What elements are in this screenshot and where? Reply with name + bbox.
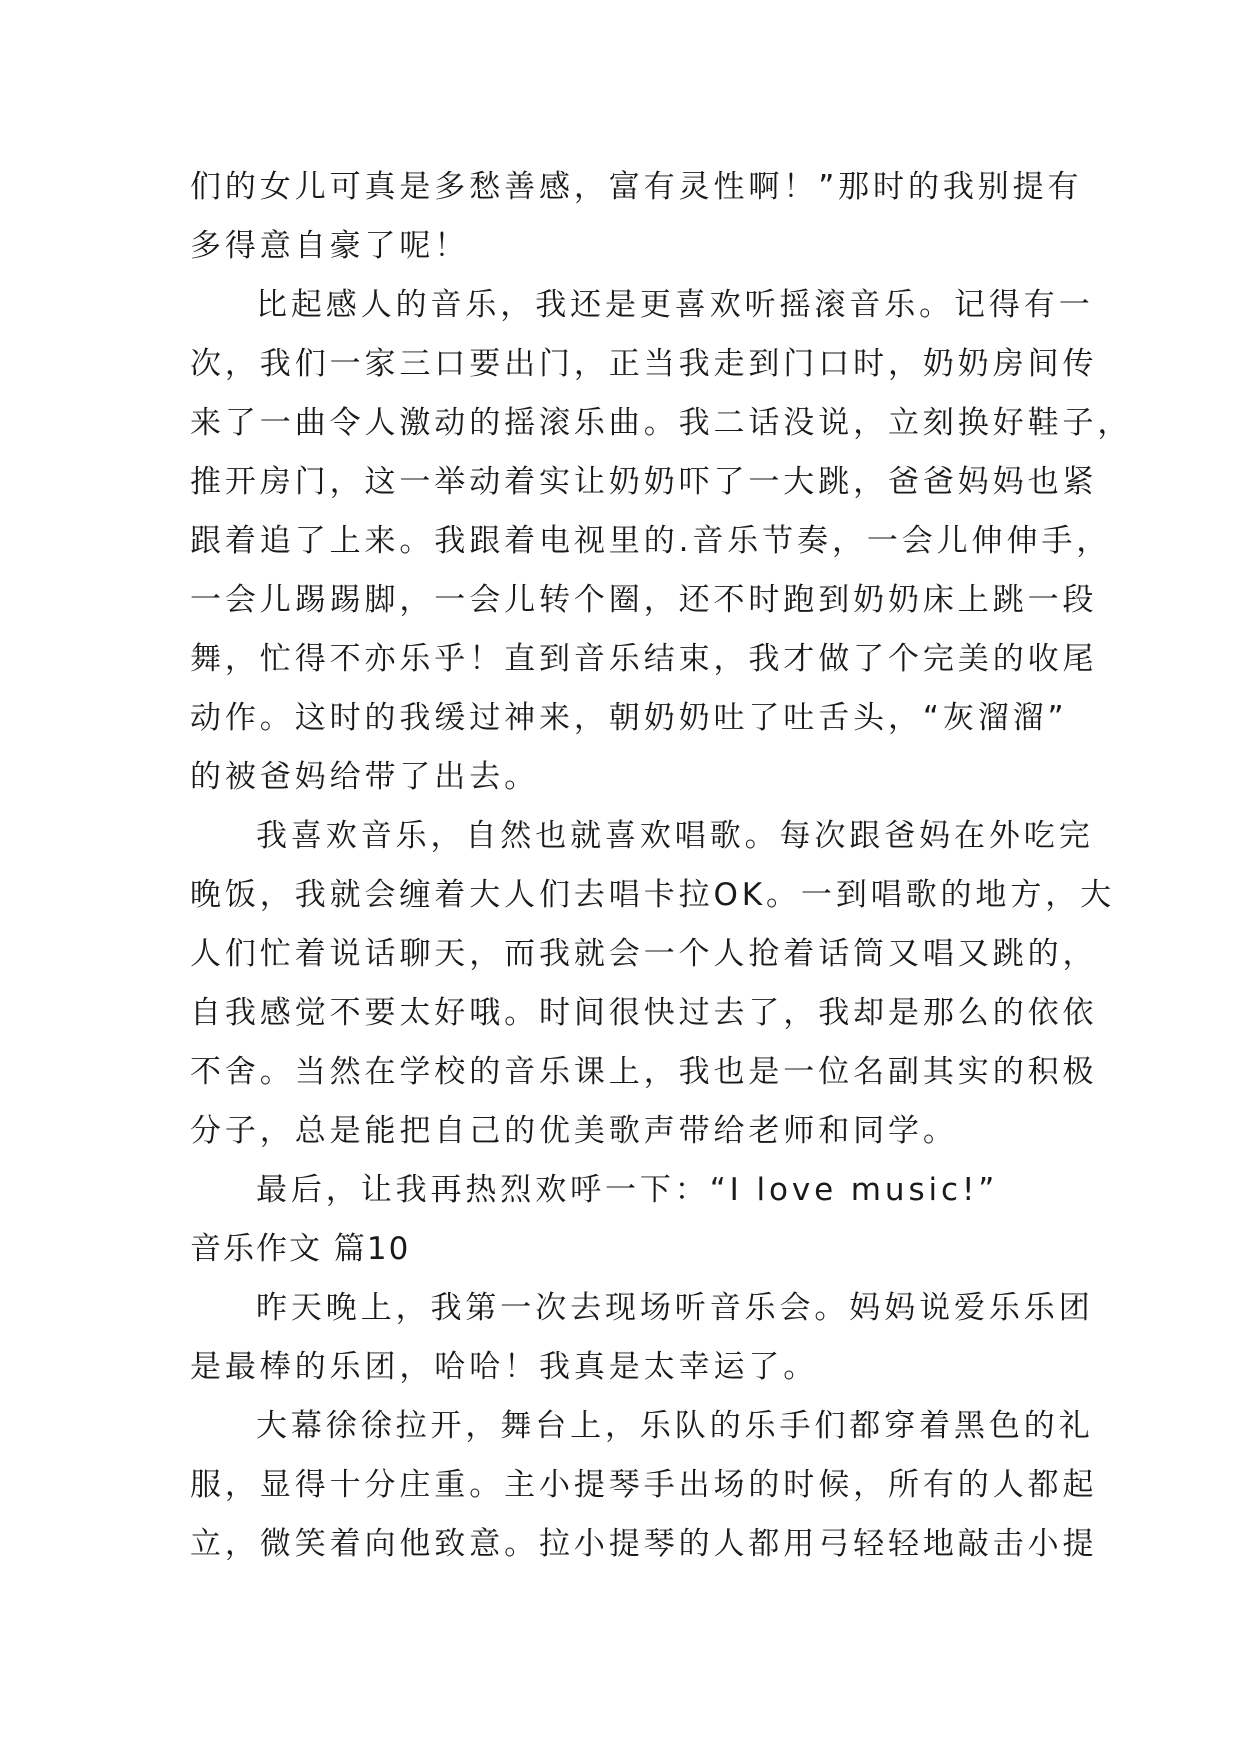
text-line: 自我感觉不要太好哦。时间很快过去了，我却是那么的依依 (190, 995, 1098, 1031)
text-line: 们的女儿可真是多愁善感，富有灵性啊！”那时的我别提有 (190, 169, 1083, 205)
text-line: 是最棒的乐团，哈哈！我真是太幸运了。 (190, 1349, 819, 1385)
text-line: 一会儿踢踢脚，一会儿转个圈，还不时跑到奶奶床上跳一段 (190, 582, 1098, 618)
text-line: 多得意自豪了呢！ (190, 228, 470, 264)
paragraph-start-line: 我喜欢音乐，自然也就喜欢唱歌。每次跟爸妈在外吃完 (256, 818, 1094, 854)
text-line: 舞，忙得不亦乐乎！直到音乐结束，我才做了个完美的收尾 (190, 641, 1098, 677)
text-line: 跟着追了上来。我跟着电视里的.音乐节奏，一会儿伸伸手， (190, 523, 1112, 559)
paragraph-start-line: 大幕徐徐拉开，舞台上，乐队的乐手们都穿着黑色的礼 (256, 1408, 1094, 1444)
paragraph-start-line: 最后，让我再热烈欢呼一下：“I love music!” (256, 1172, 999, 1208)
section-heading: 音乐作文 篇10 (190, 1231, 411, 1267)
text-line: 动作。这时的我缓过神来，朝奶奶吐了吐舌头，“灰溜溜” (190, 700, 1068, 736)
text-line: 立，微笑着向他致意。拉小提琴的人都用弓轻轻地敲击小提 (190, 1526, 1098, 1562)
text-line: 的被爸妈给带了出去。 (190, 759, 539, 795)
text-line: 次，我们一家三口要出门，正当我走到门口时，奶奶房间传 (190, 346, 1098, 382)
text-line: 人们忙着说话聊天，而我就会一个人抢着话筒又唱又跳的， (190, 936, 1098, 972)
text-line: 不舍。当然在学校的音乐课上，我也是一位名副其实的积极 (190, 1054, 1098, 1090)
text-line: 晚饭，我就会缠着大人们去唱卡拉OK。一到唱歌的地方，大 (190, 877, 1116, 913)
text-line: 服，显得十分庄重。主小提琴手出场的时候，所有的人都起 (190, 1467, 1098, 1503)
paragraph-start-line: 昨天晚上，我第一次去现场听音乐会。妈妈说爱乐乐团 (256, 1290, 1094, 1326)
text-line: 推开房门，这一举动着实让奶奶吓了一大跳，爸爸妈妈也紧 (190, 464, 1098, 500)
document-body (190, 158, 1133, 1574)
paragraph-start-line: 比起感人的音乐，我还是更喜欢听摇滚音乐。记得有一 (256, 287, 1094, 323)
text-line: 来了一曲令人激动的摇滚乐曲。我二话没说，立刻换好鞋子， (190, 405, 1133, 441)
text-line: 分子，总是能把自己的优美歌声带给老师和同学。 (190, 1113, 958, 1149)
